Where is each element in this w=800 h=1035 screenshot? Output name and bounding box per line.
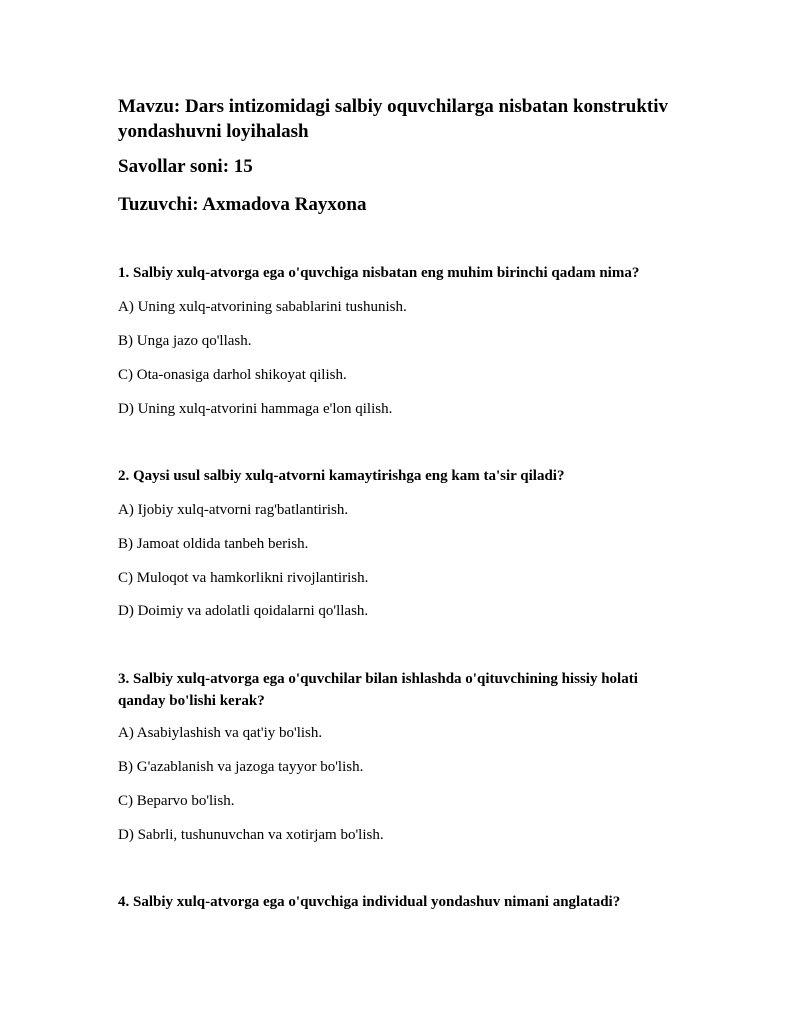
question-3-option-d: D) Sabrli, tushunuvchan va xotirjam bo'lish.: [118, 827, 384, 843]
question-3-option-a: A) Asabiylashish va qat'iy bo'lish.: [118, 725, 323, 741]
question-1-option-a: A) Uning xulq-atvorining sabablarini tushunish.: [118, 299, 407, 315]
question-1: 1. Salbiy xulq-atvorga ega o'quvchiga nisbatan eng muhim birinchi qadam nima?: [118, 265, 640, 281]
question-1-option-b: B) Unga jazo qo'llash.: [118, 333, 252, 349]
author-line: Tuzuvchi: Axmadova Rayxona: [118, 194, 367, 215]
question-2-option-d: D) Doimiy va adolatli qoidalarni qo'llash.: [118, 603, 369, 619]
question-3-option-b: B) G'azablanish va jazoga tayyor bo'lish.: [118, 759, 364, 775]
question-2-option-a: A) Ijobiy xulq-atvorni rag'batlantirish.: [118, 502, 349, 518]
question-1-option-d: D) Uning xulq-atvorini hammaga e'lon qilish.: [118, 401, 393, 417]
question-4: 4. Salbiy xulq-atvorga ega o'quvchiga individual yondashuv nimani anglatadi?: [118, 894, 621, 910]
question-2-option-c: C) Muloqot va hamkorlikni rivojlantirish.: [118, 570, 369, 586]
question-2: 2. Qaysi usul salbiy xulq-atvorni kamaytirishga eng kam ta'sir qiladi?: [118, 468, 565, 484]
question-3-option-c: C) Beparvo bo'lish.: [118, 793, 235, 809]
question-3: 3. Salbiy xulq-atvorga ega o'quvchilar bilan ishlashda o'qituvchining hissiy holati qanday bo'lishi kerak?: [118, 671, 638, 709]
topic-heading: Mavzu: Dars intizomidagi salbiy oquvchilarga nisbatan konstruktiv yondashuvni loyihalash: [118, 96, 669, 142]
question-2-option-b: B) Jamoat oldida tanbeh berish.: [118, 536, 309, 552]
question-1-option-c: C) Ota-onasiga darhol shikoyat qilish.: [118, 367, 347, 383]
questions-count: Savollar soni: 15: [118, 156, 253, 177]
